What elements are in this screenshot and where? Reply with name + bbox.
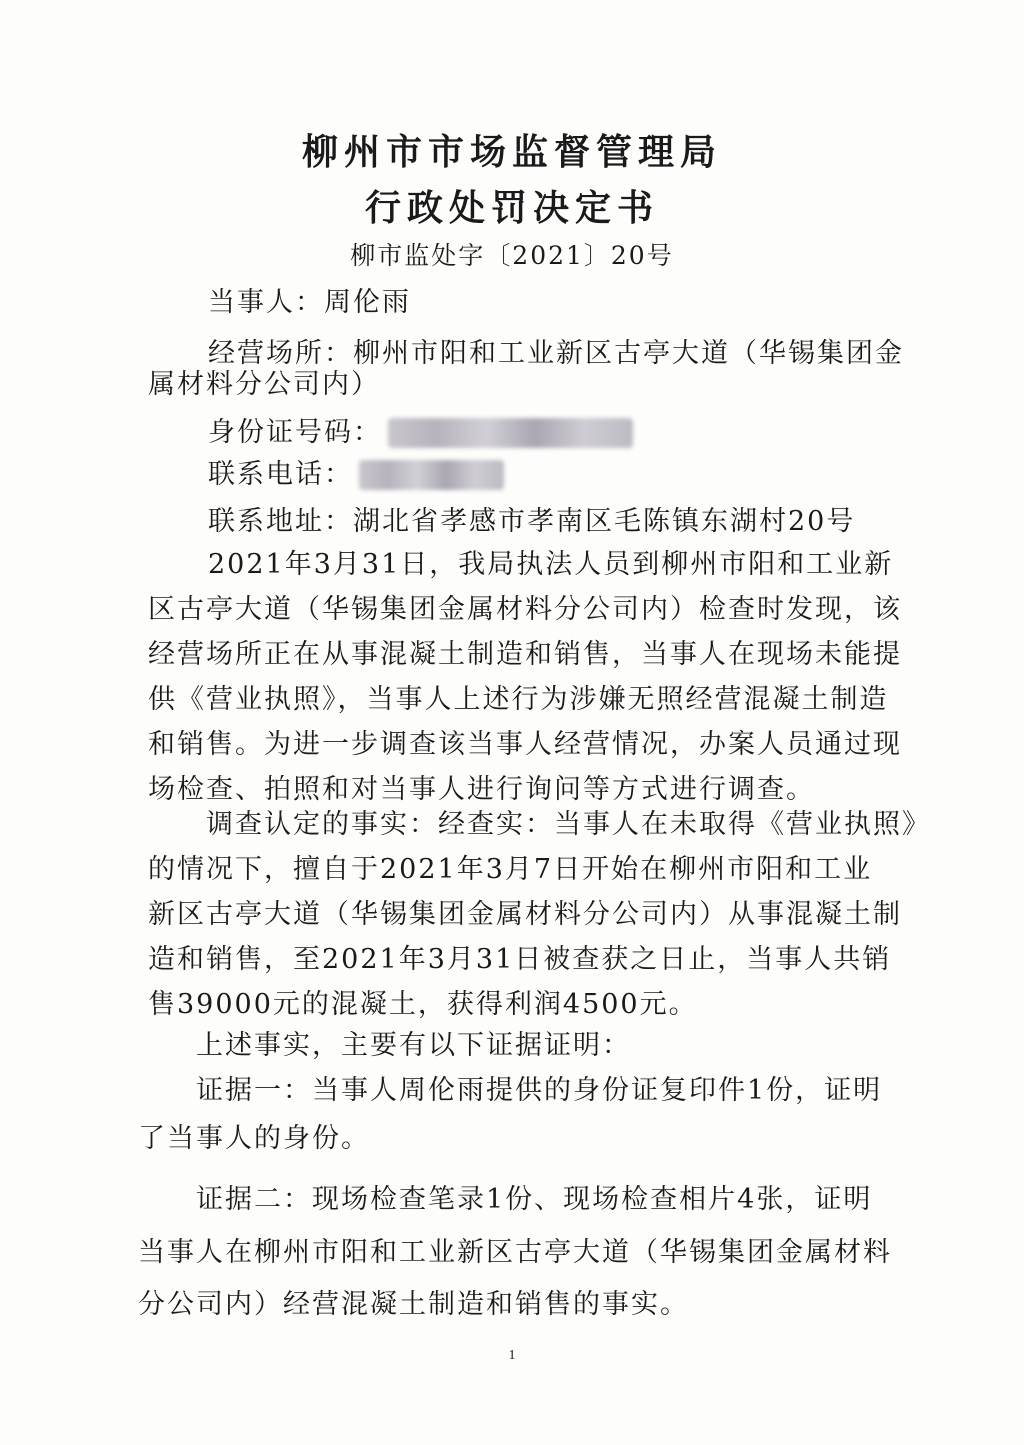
page-number: 1 <box>508 1348 516 1363</box>
evidence1-line: 证据一：当事人周伦雨提供的身份证复印件1份，证明 <box>196 1075 883 1106</box>
id-number-row <box>208 415 633 451</box>
paragraph3-line: 上述事实，主要有以下证据证明： <box>196 1030 631 1061</box>
paragraph2-line: 新区古亭大道（华锡集团金属材料分公司内）从事混凝土制 <box>148 899 902 930</box>
paragraph1-line: 和销售。为进一步调查该当事人经营情况，办案人员通过现 <box>148 729 902 760</box>
phone-label: 联系电话： <box>208 459 353 490</box>
phone-row <box>208 457 504 493</box>
paragraph1-line: 经营场所正在从事混凝土制造和销售，当事人在现场未能提 <box>148 639 902 670</box>
paragraph2-line: 售39000元的混凝土，获得利润4500元。 <box>148 989 698 1020</box>
title-line-1: 柳州市市场监督管理局 <box>301 131 722 173</box>
paragraph2-line: 调查认定的事实：经查实：当事人在未取得《营业执照》 <box>206 809 931 840</box>
evidence2-line: 当事人在柳州市阳和工业新区古亭大道（华锡集团金属材料 <box>138 1237 892 1268</box>
contact-address: 联系地址：湖北省孝感市孝南区毛陈镇东湖村20号 <box>208 506 856 537</box>
id-number-redacted <box>388 418 633 448</box>
title-line-2: 行政处罚决定书 <box>364 187 659 229</box>
evidence2-line: 分公司内）经营混凝土制造和销售的事实。 <box>138 1289 689 1320</box>
document-number: 柳市监处字〔2021〕20号 <box>350 241 674 270</box>
phone-redacted <box>359 460 504 490</box>
paragraph1-line: 区古亭大道（华锡集团金属材料分公司内）检查时发现，该 <box>148 594 902 625</box>
id-number-label: 身份证号码： <box>208 417 382 448</box>
evidence1-line: 了当事人的身份。 <box>138 1123 370 1154</box>
party-name: 当事人：周伦雨 <box>208 287 411 318</box>
business-place-line-2: 属材料分公司内） <box>148 369 380 400</box>
paragraph2-line: 造和销售，至2021年3月31日被查获之日止，当事人共销 <box>148 944 892 975</box>
paragraph1-line: 场检查、拍照和对当事人进行询问等方式进行调查。 <box>148 774 815 805</box>
paragraph1-line: 2021年3月31日，我局执法人员到柳州市阳和工业新 <box>208 549 894 580</box>
business-place-line-1: 经营场所：柳州市阳和工业新区古亭大道（华锡集团金 <box>208 338 904 369</box>
evidence2-line: 证据二：现场检查笔录1份、现场检查相片4张，证明 <box>196 1184 873 1215</box>
paragraph1-line: 供《营业执照》，当事人上述行为涉嫌无照经营混凝土制造 <box>148 684 889 715</box>
paragraph2-line: 的情况下，擅自于2021年3月7日开始在柳州市阳和工业 <box>148 854 873 885</box>
